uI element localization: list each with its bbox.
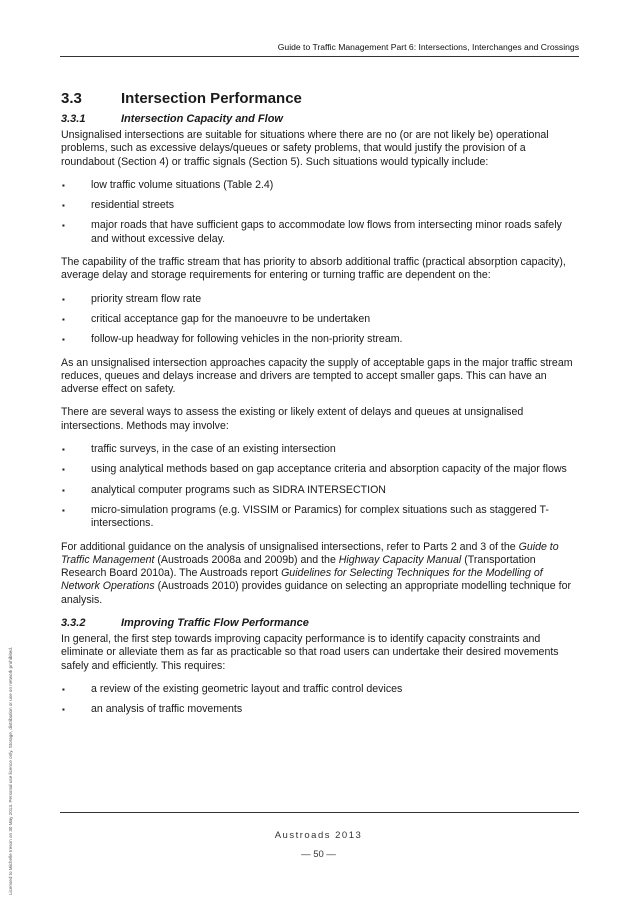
section-heading [61,90,579,107]
subsection-number: 3.3.2 [61,617,86,630]
bullet-icon: ▪ [62,221,65,231]
bullet-icon: ▪ [62,705,65,715]
list-item: ▪ micro-simulation programs (e.g. VISSIM or Paramics) for complex situations such as staggered T-intersections. [62,503,549,530]
bullet-icon: ▪ [62,180,65,190]
bullet-icon: ▪ [62,294,65,304]
subsection-heading-1 [61,113,579,125]
bullet-list-4 [61,683,579,717]
bullet-icon: ▪ [62,485,65,495]
subsection-title: Intersection Capacity and Flow [121,113,283,125]
subsection-number: 3.3.1 [61,113,86,125]
paragraph: There are several ways to assess the existing or likely extent of delays and queues at unsignalised intersections. Methods may involve: [61,406,524,432]
footer-organisation: Austroads 2013 [274,830,363,841]
bullet-list-3 [61,443,579,530]
footer-rule [60,812,579,813]
running-header: Guide to Traffic Management Part 6: Intersections, Interchanges and Crossings [277,42,579,52]
bullet-icon: ▪ [62,335,65,345]
paragraph: Unsignalised intersections are suitable for situations where there are no (or are not likely be) operational problems, such as excessive delays/queues or safety problems, that would justify the provision of a roundabout (Section 4) or traffic signals (Section 5). Such situations would typically include: [61,129,549,168]
list-item: ▪ critical acceptance gap for the manoeuvre to be undertaken [62,312,371,325]
paragraph: As an unsignalised intersection approaches capacity the supply of acceptable gaps in the major traffic stream reduces, queues and delays increase and drivers are tempted to accept smaller gaps. This can have an adverse effect on safety. [61,356,573,396]
subsection-title: Improving Traffic Flow Performance [121,617,309,630]
bullet-icon: ▪ [62,201,65,211]
list-item: ▪ follow-up headway for following vehicles in the non-priority stream. [62,333,403,346]
header-rule [60,56,579,57]
list-item: ▪ using analytical methods based on gap acceptance criteria and absorption capacity of the major flows [62,463,567,476]
list-item: ▪ an analysis of traffic movements [62,703,243,716]
list-item: ▪ residential streets [62,199,175,212]
subsection-heading-2 [61,617,579,629]
reference-title: Guide to Traffic Management [61,540,559,566]
list-item: ▪ analytical computer programs such as SIDRA INTERSECTION [62,483,386,496]
paragraph: The capability of the traffic stream that has priority to absorb additional traffic (practical absorption capacity), average delay and storage requirements for entering or turning traffic are dependent on the: [61,256,566,282]
reference-title: Guidelines for Selecting Techniques for the Modelling of Network Operations [61,567,543,593]
bullet-list-1 [61,179,579,246]
section-number: 3.3 [61,90,82,107]
reference-title: Highway Capacity Manual [338,553,462,566]
list-item: ▪ a review of the existing geometric layout and traffic control devices [62,682,403,695]
page-body [61,90,579,727]
list-item: ▪ low traffic volume situations (Table 2.4) [62,178,274,191]
paragraph: In general, the first step towards improving capacity performance is to identify capacity constraints and eliminate or alleviate them as far as practicable so that road users can undertake their desired movements safely and efficiently. This requires: [61,633,559,672]
licence-watermark: Licensed to Michelle Ireson on 30 May 2013. Personal use licence only. Storage, distribution or use on network prohibited. [8,646,13,895]
bullet-icon: ▪ [62,314,65,324]
bullet-list-2 [61,293,579,347]
list-item: ▪ major roads that have sufficient gaps to accommodate low flows from intersecting minor roads safely and without excessive delay. [62,219,562,245]
section-title: Intersection Performance [121,90,302,107]
list-item: ▪ priority stream flow rate [62,292,202,305]
list-item: ▪ traffic surveys, in the case of an existing intersection [62,443,336,456]
bullet-icon: ▪ [62,505,65,515]
paragraph-references: For additional guidance on the analysis of unsignalised intersections, refer to Parts 2 and 3 of the Guide to Traffic Management (Austroads 2008a and 2009b) and the Highway Capacity Manual (Transportation Research Board 2010a). The Austroads report Guidelines for Selecting Techniques for the Modelling of Network Operations (Austroads 2010) provides guidance on selecting an appropriate modelling technique for analysis. [61,540,571,606]
page-number: — 50 — [301,849,336,860]
bullet-icon: ▪ [62,445,65,455]
bullet-icon: ▪ [62,465,65,475]
bullet-icon: ▪ [62,684,65,694]
